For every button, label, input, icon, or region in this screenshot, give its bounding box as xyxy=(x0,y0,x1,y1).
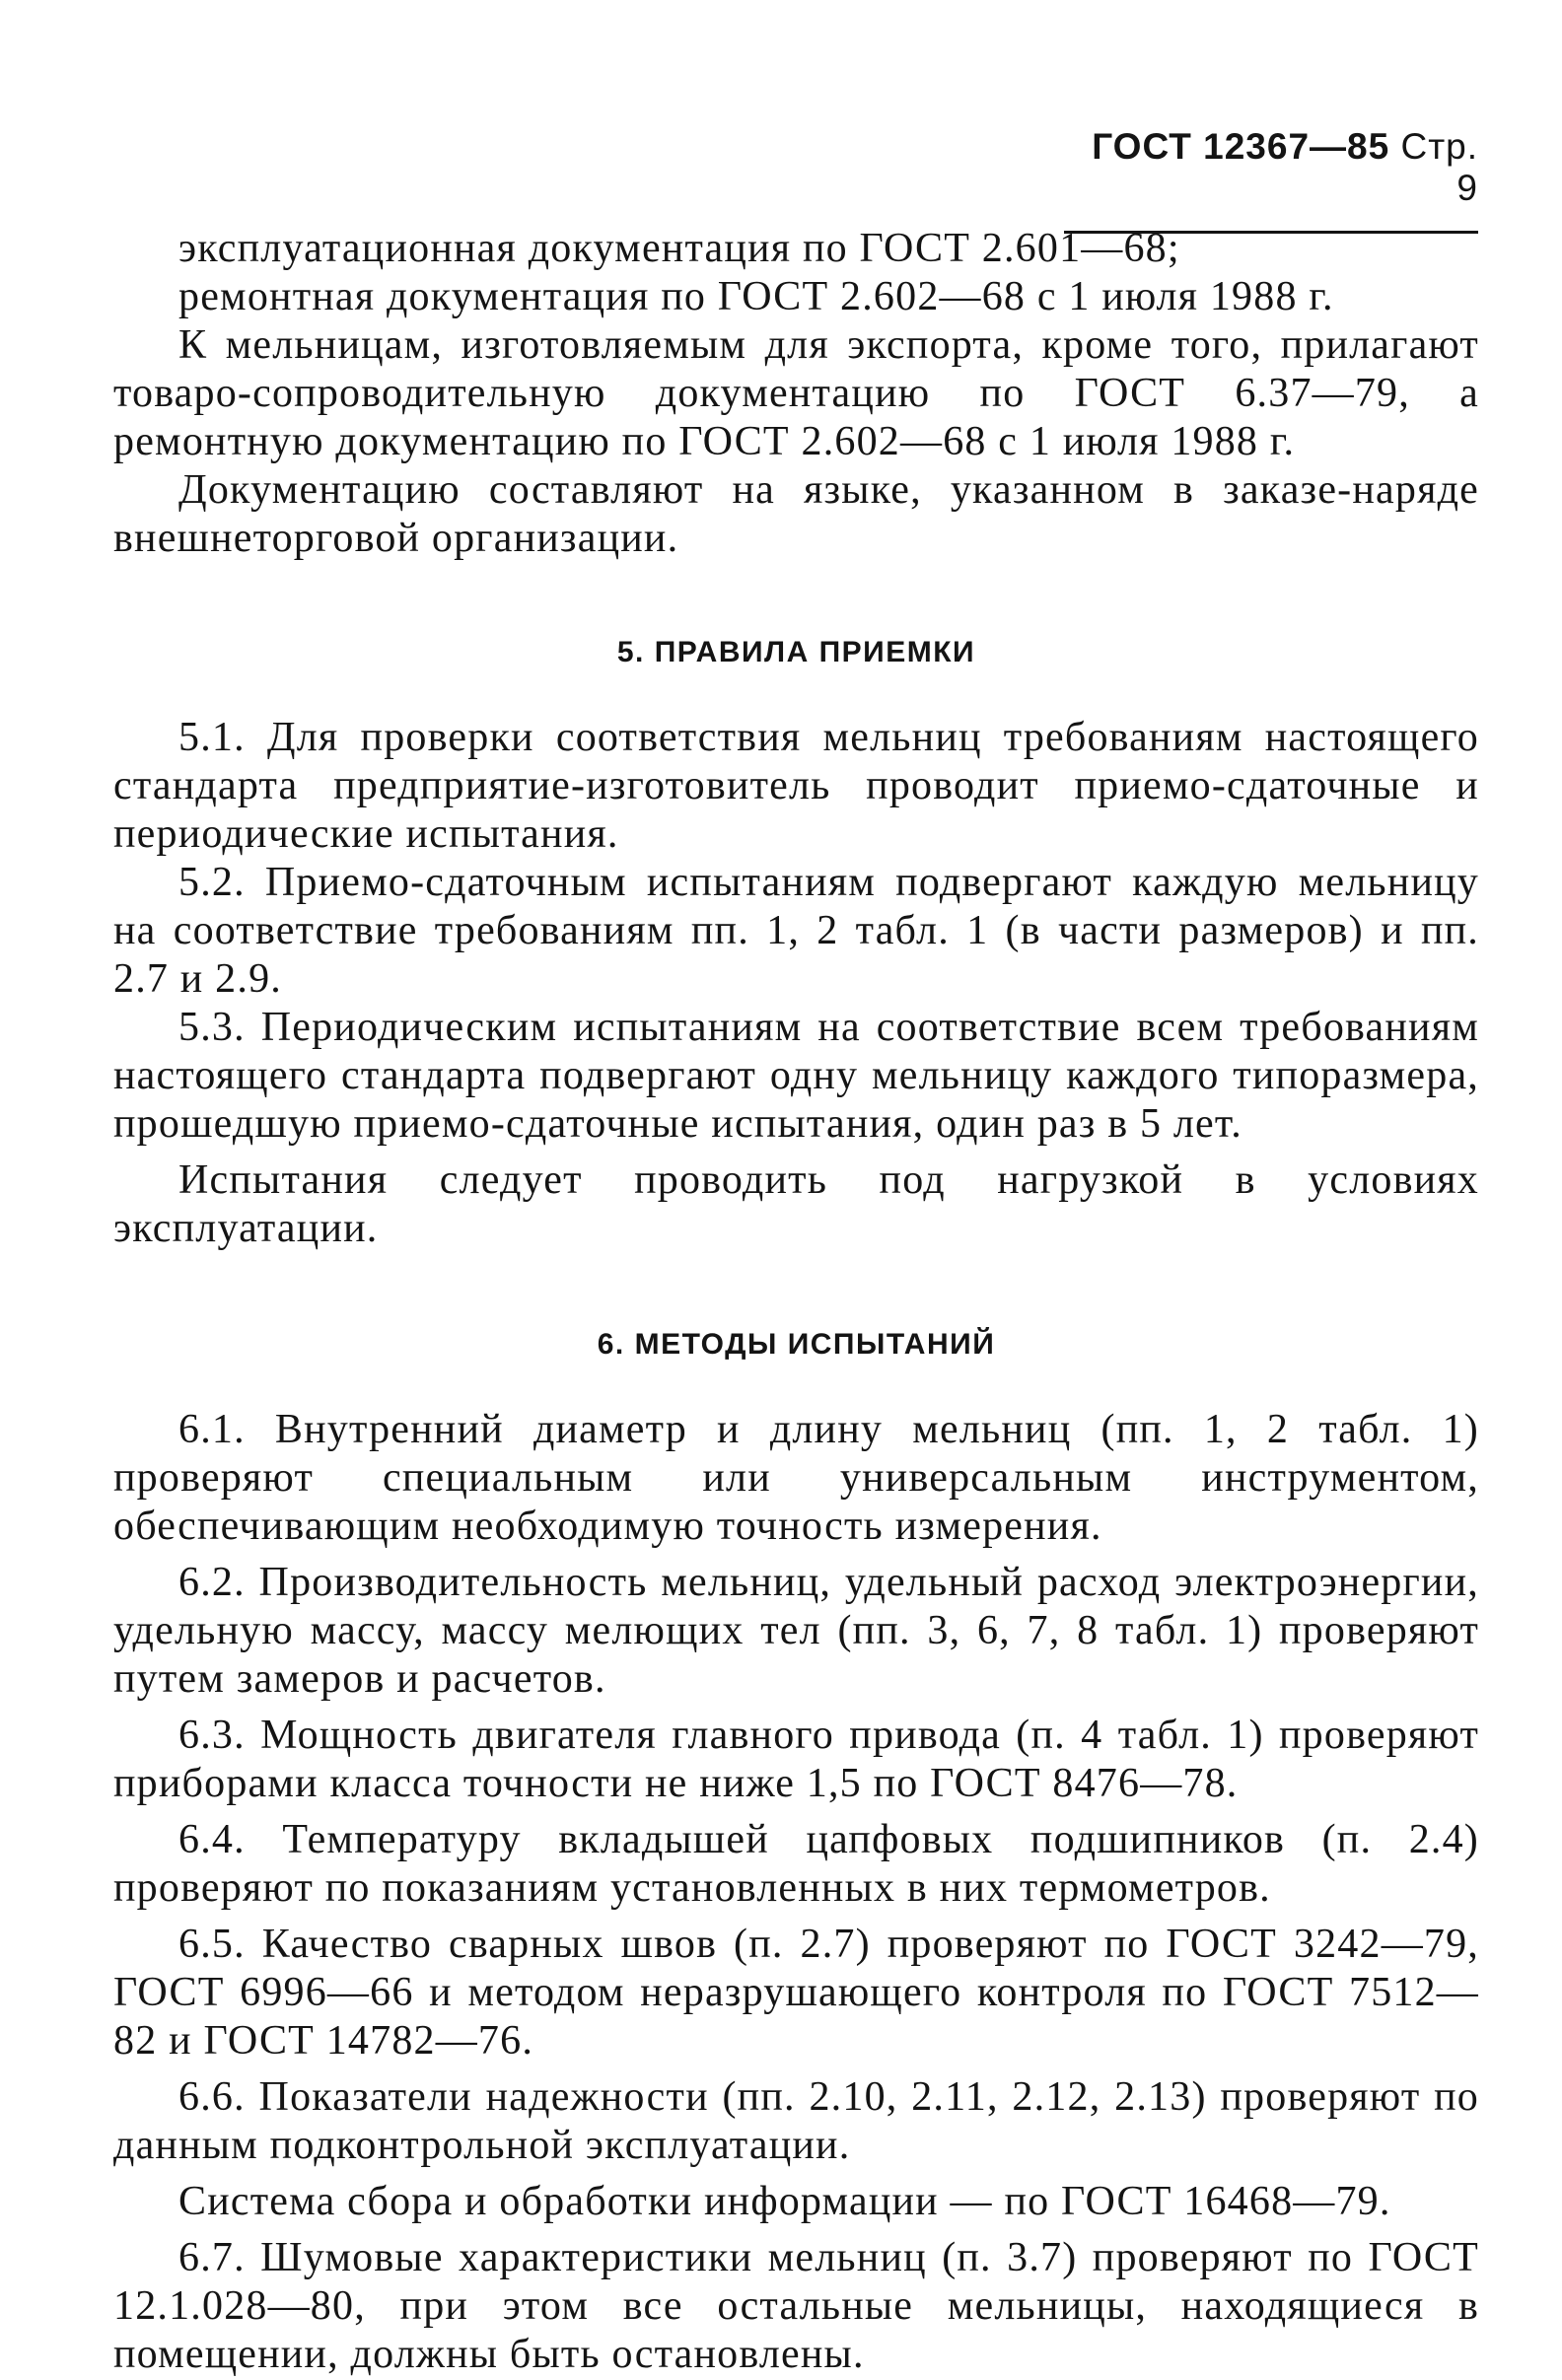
paragraph: 5.1. Для проверки соответствия мельниц требованиям настоящего стандарта предприятие-изготовитель проводит приемо-сдаточные и периодические испытания. xyxy=(113,715,1479,857)
paragraph: 6.7. Шумовые характеристики мельниц (п. 3.7) проверяют по ГОСТ 12.1.028—80, при этом все остальные мельницы, находящиеся в помещении, должны быть остановлены. xyxy=(113,2235,1479,2377)
paragraph: 6.4. Температуру вкладышей цапфовых подшипников (п. 2.4) проверяют по показаниям установленных в них термометров. xyxy=(113,1817,1479,1911)
paragraph: 6.2. Производительность мельниц, удельный расход электроэнергии, удельную массу, массу мелющих тел (пп. 3, 6, 7, 8 табл. 1) проверяют путем замеров и расчетов. xyxy=(113,1560,1479,1702)
document-body xyxy=(113,225,1479,2379)
section-heading-test-methods: 6. МЕТОДЫ ИСПЫТАНИЙ xyxy=(597,1328,996,1361)
section-heading-acceptance: 5. ПРАВИЛА ПРИЕМКИ xyxy=(616,636,976,668)
paragraph: 6.6. Показатели надежности (пп. 2.10, 2.11, 2.12, 2.13) проверяют по данным подконтрольной эксплуатации. xyxy=(113,2074,1479,2168)
paragraph: 6.1. Внутренний диаметр и длину мельниц (пп. 1, 2 табл. 1) проверяют специальным или универсальным инструментом, обеспечивающим необходимую точность измерения. xyxy=(113,1407,1479,1549)
standard-code: ГОСТ 12367—85 xyxy=(1092,126,1390,167)
paragraph: Документацию составляют на языке, указанном в заказе-наряде внешнеторговой организации. xyxy=(113,467,1479,561)
paragraph: 5.3. Периодическим испытаниям на соответствие всем требованиям настоящего стандарта подвергают одну мельницу каждого типоразмера, прошедшую приемо-сдаточные испытания, один раз в 5 лет. xyxy=(113,1005,1479,1147)
paragraph: ремонтная документация по ГОСТ 2.602—68 с 1 июля 1988 г. xyxy=(178,274,1334,319)
paragraph: Система сбора и обработки информации — по ГОСТ 16468—79. xyxy=(178,2179,1391,2224)
paragraph: Испытания следует проводить под нагрузкой в условиях эксплуатации. xyxy=(113,1157,1479,1251)
page-number: Стр. 9 xyxy=(1400,126,1478,208)
running-header xyxy=(1064,126,1478,234)
paragraph: 6.3. Мощность двигателя главного привода (п. 4 табл. 1) проверяют приборами класса точности не ниже 1,5 по ГОСТ 8476—78. xyxy=(113,1713,1479,1806)
paragraph: К мельницам, изготовляемым для экспорта, кроме того, прилагают товаро-сопроводительную документацию по ГОСТ 6.37—79, а ремонтную документацию по ГОСТ 2.602—68 с 1 июля 1988 г. xyxy=(113,322,1479,464)
paragraph: 5.2. Приемо-сдаточным испытаниям подвергают каждую мельницу на соответствие требованиям пп. 1, 2 табл. 1 (в части размеров) и пп. 2.7 и 2.9. xyxy=(113,860,1479,1002)
paragraph: 6.5. Качество сварных швов (п. 2.7) проверяют по ГОСТ 3242—79, ГОСТ 6996—66 и методом неразрушающего контроля по ГОСТ 7512—82 и ГОСТ 14782—76. xyxy=(113,1922,1479,2064)
paragraph: эксплуатационная документация по ГОСТ 2.601—68; xyxy=(178,226,1180,271)
